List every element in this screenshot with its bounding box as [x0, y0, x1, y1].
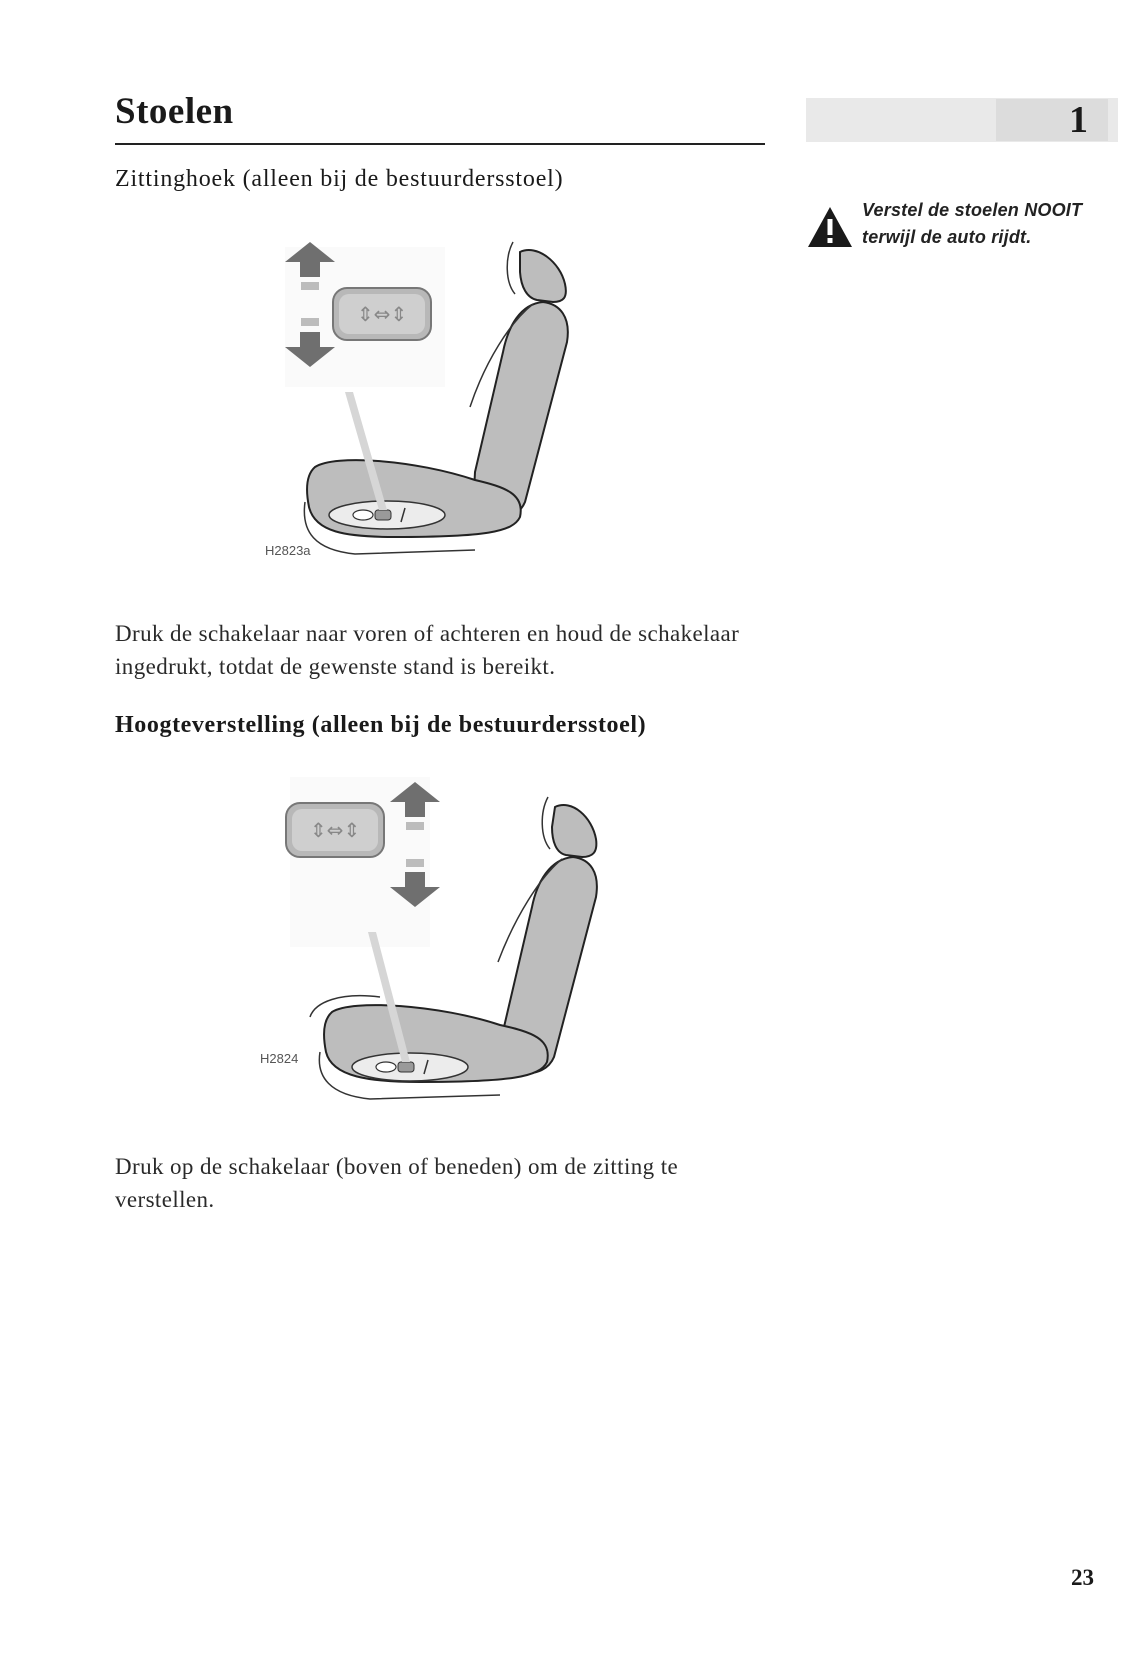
- title-divider: [115, 143, 765, 145]
- figure-label-2: H2824: [260, 1051, 299, 1066]
- instruction-text-2: Druk op de schakelaar (boven of beneden) om de zitting te verstellen.: [115, 1154, 679, 1212]
- svg-text:⇕⇔⇕: ⇕⇔⇕: [356, 302, 408, 326]
- svg-text:⇕⇔⇕: ⇕⇔⇕: [309, 818, 361, 842]
- figure-label-1: H2823a: [265, 543, 311, 558]
- seat-height-illustration: [260, 777, 620, 1134]
- page-number: 23: [1071, 1565, 1094, 1590]
- warning-triangle-icon: [806, 205, 854, 249]
- section-heading-height: Hoogteverstelling (alleen bij de bestuurdersstoel): [115, 712, 647, 738]
- warning-text: Verstel de stoelen NOOIT terwijl de auto rijdt.: [862, 200, 1083, 247]
- page-title: Stoelen: [115, 91, 234, 132]
- instruction-text-1: Druk de schakelaar naar voren of achteren en houd de schakelaar ingedrukt, totdat de gewenste stand is bereikt.: [115, 621, 740, 679]
- seat-angle-illustration: [265, 232, 615, 592]
- chapter-number: 1: [996, 99, 1108, 141]
- chapter-tab: [806, 98, 1118, 142]
- section-heading-seat-angle: Zittinghoek (alleen bij de bestuurdersstoel): [115, 166, 564, 192]
